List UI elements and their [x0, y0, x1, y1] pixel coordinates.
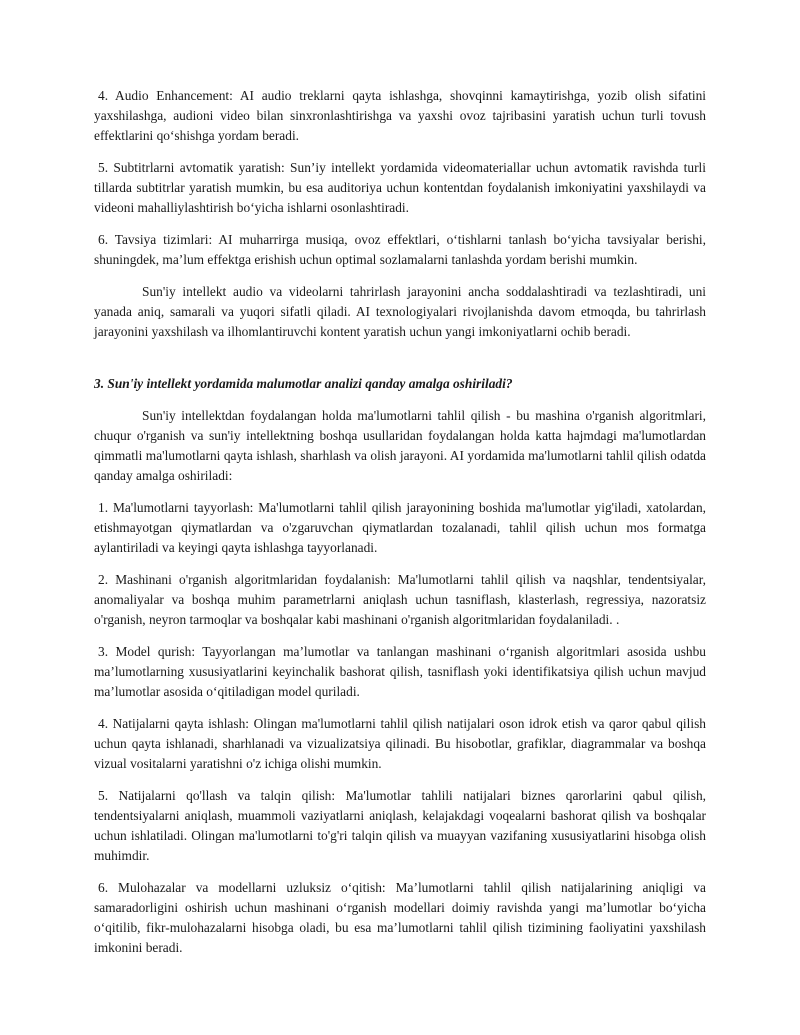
- paragraph-audio-enhancement: 4. Audio Enhancement: AI audio treklarni qayta ishlashga, shovqinni kamaytirishga, yozib olish sifatini yaxshilashga, audioni video bilan sinxronlashtirishga va yaxshi ovoz tajribasini yaratish uchun turli tovush effektlarini qo‘shishga yordam beradi.: [94, 88, 706, 143]
- step-result-processing: 4. Natijalarni qayta ishlash: Olingan ma'lumotlarni tahlil qilish natijalari oson idrok etish va qaror qabul qilish uchun qayta ishlanadi, sharhlanadi va vizualizatsiya qilinadi. Bu hisobotlar, grafiklar, diagrammalar va boshqa vizual vositalarni yaratishni o'z ichiga olishi mumkin.: [94, 716, 706, 771]
- step-data-preparation: 1. Ma'lumotlarni tayyorlash: Ma'lumotlarni tahlil qilish jarayonining boshida ma'lumotlar yig'iladi, xatolardan, etishmayotgan qiymatlardan va o'zgaruvchan qiymatlardan tozalanadi, tahlil qilish uchun mos formatga aylantiriladi va keyingi qayta ishlashga tayyorlanadi.: [94, 500, 706, 555]
- step-continuous-training: 6. Mulohazalar va modellarni uzluksiz o‘qitish: Ma’lumotlarni tahlil qilish natijalarining aniqligi va samaradorligini oshirish uchun mashinani o‘rganish modellari doimiy ravishda yangi ma’lumotlar bo‘yicha o‘qitilib, fikr-mulohazalarni hisobga oladi, bu esa ma’lumotlarni tahlil qilish tizimining faoliyatini yaxshilash imkonini beradi.: [94, 880, 706, 955]
- step-model-building: 3. Model qurish: Tayyorlangan ma’lumotlar va tanlangan mashinani o‘rganish algoritmlari asosida ushbu ma’lumotlarning xususiyatlarini keyinchalik bashorat qilish, tasniflash yoki identifikatsiya qilish uchun mavjud ma’lumotlar asosida o‘qitiladigan model quriladi.: [94, 644, 706, 699]
- paragraph-summary: Sun'iy intellekt audio va videolarni tahrirlash jarayonini ancha soddalashtiradi va tezlashtiradi, uni yanada aniq, samarali va yuqori sifatli qiladi. AI texnologiyalari rivojlanishda davom etmoqda, bu tahrirlash jarayonini yaxshilash va ilhomlantiruvchi kontent yaratish uchun yangi imkoniyatlarni ochib beradi.: [94, 284, 706, 339]
- document-page: [94, 86, 706, 970]
- step-machine-learning: 2. Mashinani o'rganish algoritmlaridan foydalanish: Ma'lumotlarni tahlil qilish va naqshlar, tendentsiyalar, anomaliyalar va boshqa muhim parametrlarni aniqlash uchun tasniflash, klasterlash, regressiya, nazoratsiz o'rganish, neyron tarmoqlar va boshqalar kabi mashinani o'rganish algoritmlaridan foydalaniladi. .: [94, 572, 706, 627]
- paragraph-subtitles: 5. Subtitrlarni avtomatik yaratish: Sun’iy intellekt yordamida videomateriallar uchun avtomatik ravishda turli tillarda subtitrlar yaratish mumkin, bu esa auditoriya uchun kontentdan foydalanish imkoniyatini yaxshilaydi va videoni mahalliylashtirish bo‘yicha ishlarni osonlashtiradi.: [94, 160, 706, 215]
- paragraph-recommendation-systems: 6. Tavsiya tizimlari: AI muharrirga musiqa, ovoz effektlari, o‘tishlarni tanlash bo‘yicha tavsiyalar berishi, shuningdek, ma’lum effektga erishish uchun optimal sozlamalarni tanlashda yordam berishi mumkin.: [94, 232, 706, 267]
- step-result-interpretation: 5. Natijalarni qo'llash va talqin qilish: Ma'lumotlar tahlili natijalari biznes qarorlarini qabul qilish, tendentsiyalarni aniqlash, muammoli vaziyatlarni aniqlash, kelajakdagi voqealarni bashorat qilish va boshqalar uchun ishlatiladi. Olingan ma'lumotlarni to'g'ri talqin qilish va muayyan vazifaning xususiyatlarini hisobga olish muhimdir.: [94, 788, 706, 863]
- paragraph-intro: Sun'iy intellektdan foydalangan holda ma'lumotlarni tahlil qilish - bu mashina o'rganish algoritmlari, chuqur o'rganish va sun'iy intellektning boshqa usullaridan foydalangan holda katta hajmdagi ma'lumotlardan qimmatli ma'lumotlarni qayta ishlash, sharhlash va olish jarayoni. AI yordamida ma'lumotlarni tahlil qilish odatda qanday amalga oshiriladi:: [94, 408, 706, 483]
- section-heading: 3. Sun'iy intellekt yordamida malumotlar analizi qanday amalga oshiriladi?: [94, 376, 513, 391]
